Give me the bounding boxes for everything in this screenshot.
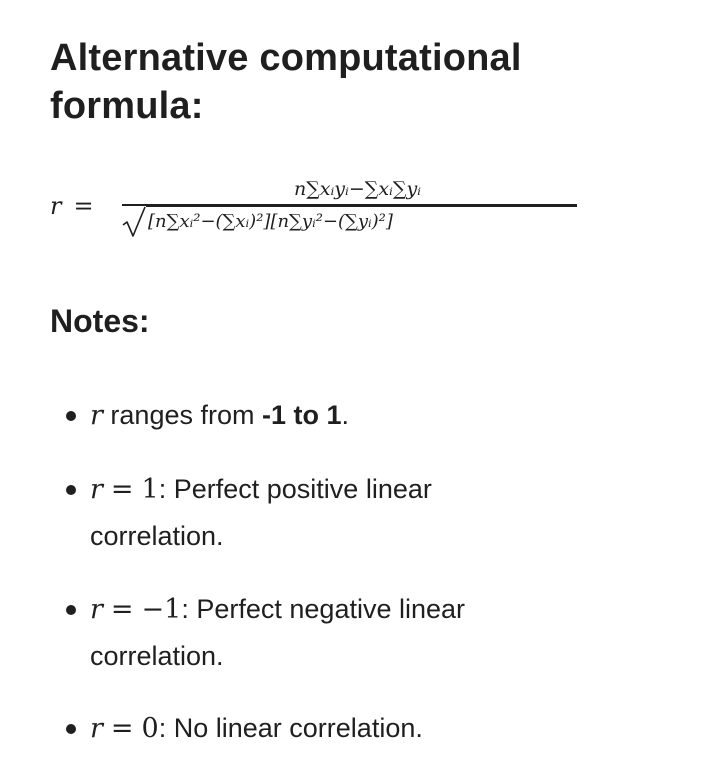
formula-fraction — [122, 176, 577, 240]
bullet-icon — [66, 485, 76, 495]
notes-heading: Notes: — [50, 303, 150, 339]
formula-numerator: n∑xᵢyᵢ−∑xᵢ∑yᵢ — [293, 178, 422, 200]
formula-lhs — [50, 192, 94, 220]
note-text: : No linear correlation. — [158, 713, 423, 743]
math-variable: r — [90, 400, 103, 431]
note-range: -1 to 1 — [261, 400, 342, 430]
list-item — [66, 705, 626, 752]
math-variable: r — [90, 713, 103, 744]
list-item — [66, 392, 626, 439]
note-text: : Perfect positive linear — [158, 474, 432, 504]
math-value: 0 — [141, 713, 159, 744]
list-item — [66, 586, 626, 679]
bullet-icon — [66, 724, 76, 734]
list-item — [66, 466, 626, 559]
bullet-icon — [66, 605, 76, 615]
section-heading: Alternative computational formula: — [50, 37, 522, 127]
note-continuation: correlation. — [90, 641, 224, 671]
note-text: : Perfect negative linear — [181, 594, 466, 624]
math-equals: = — [110, 474, 134, 505]
math-equals: = — [110, 594, 134, 625]
math-equals: = — [110, 713, 134, 744]
formula-variable: r — [50, 192, 62, 220]
math-variable: r — [90, 474, 103, 505]
correlation-formula — [50, 176, 610, 256]
note-end: . — [341, 400, 350, 430]
math-value: 1 — [141, 474, 159, 505]
formula-radicand: [n∑xᵢ²−(∑xᵢ)²][n∑yᵢ²−(∑yᵢ)²] — [146, 206, 577, 239]
formula-denominator — [122, 206, 577, 240]
formula-equals: = — [73, 192, 94, 220]
math-value: −1 — [141, 594, 182, 625]
math-variable: r — [90, 594, 103, 625]
note-continuation: correlation. — [90, 521, 224, 551]
bullet-icon — [66, 411, 76, 421]
square-root-icon — [122, 206, 146, 238]
note-text: ranges from — [102, 400, 262, 430]
